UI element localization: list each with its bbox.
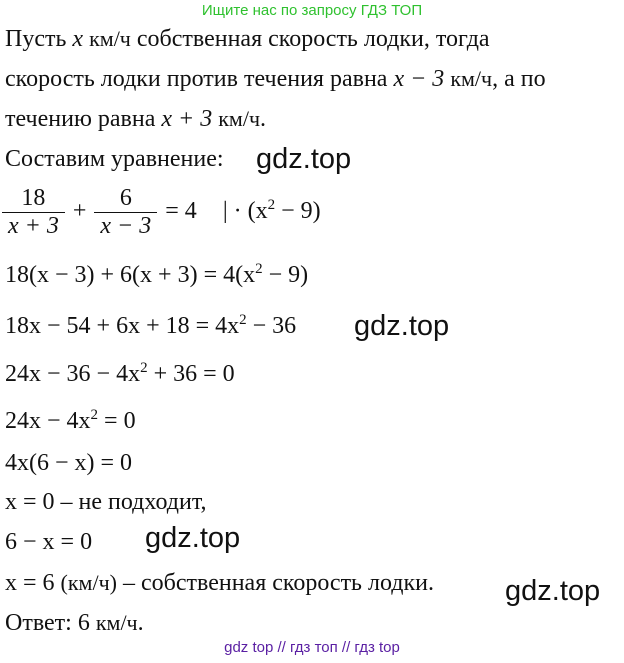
fraction-1-numerator: 18 [2,186,65,213]
intro-line-3-expr: x + 3 [161,106,213,132]
fraction-2 [94,186,157,239]
watermark-2: gdz.top [354,310,450,342]
step-4-a: 24x − 36 − 4x [5,361,141,387]
watermark-1: gdz.top [256,143,352,175]
step-2-exp: 2 [255,261,263,277]
step-4 [5,361,235,386]
intro-line-1 [5,27,490,51]
fraction-2-numerator: 6 [94,186,157,213]
answer-end: . [137,610,144,636]
intro-line-2-text: скорость лодки против течения равна [5,66,388,92]
intro-line-1-rest: собственная скорость лодки, тогда [136,26,490,52]
fraction-1 [2,186,65,239]
search-banner: Ищите нас по запросу ГДЗ ТОП [201,2,423,19]
step-5 [5,408,136,433]
step-5-b: = 0 [98,408,136,434]
multiplier-exponent: 2 [267,197,276,214]
step-4-b: + 36 = 0 [147,361,235,387]
step-7: x = 0 – не подходит, [5,489,207,515]
equation-fractions [0,186,321,239]
plus-sign: + [72,198,87,225]
step-2-a: 18(x − 3) + 6(x + 3) = 4(x [5,262,256,288]
multiplier [223,198,321,224]
fraction-2-denominator: x − 3 [100,213,152,240]
equation-rhs: = 4 [165,198,197,225]
intro-line-3-text: течению равна [5,106,156,132]
step-5-a: 24x − 4x [5,408,91,434]
step-2-b: − 9) [262,262,309,288]
fraction-1-denominator: x + 3 [8,213,59,240]
step-3-exp: 2 [239,312,247,328]
step-5-exp: 2 [90,407,99,423]
intro-line-2-unit: км/ч [450,66,493,91]
intro-line-2-end: , а по [492,66,546,92]
step-2 [5,262,308,287]
intro-line-3-end: . [260,106,267,132]
watermark-3: gdz.top [145,522,241,554]
compose-line: Составим уравнение: [5,146,224,172]
step-9 [5,571,434,595]
step-8: 6 − x = 0 [5,529,93,555]
step-3-b: − 36 [246,313,297,339]
intro-line-2 [5,67,546,91]
watermark-4: gdz.top [505,575,601,607]
multiplier-end: − 9) [275,198,321,225]
intro-pusty: Пусть [5,26,67,52]
intro-unit: км/ч [89,26,131,51]
step-6: 4x(6 − x) = 0 [5,450,133,476]
step-9-unit: (км/ч) [60,570,117,595]
answer-line [5,611,144,635]
multiplier-text: | · (x [222,198,268,225]
answer-unit: км/ч [95,610,138,635]
intro-line-2-expr: x − 3 [393,66,445,92]
intro-line-3-unit: км/ч [218,106,261,131]
footer-links: gdz top // гдз топ // гдз top [224,639,400,656]
step-9-b: – собственная скорость лодки. [117,570,435,596]
step-9-a: x = 6 [5,570,55,596]
step-4-exp: 2 [140,360,148,376]
intro-var-x: x [72,26,84,52]
answer-text: Ответ: 6 [5,610,90,636]
intro-line-3 [5,107,266,131]
step-3 [5,313,296,338]
step-3-a: 18x − 54 + 6x + 18 = 4x [5,313,240,339]
